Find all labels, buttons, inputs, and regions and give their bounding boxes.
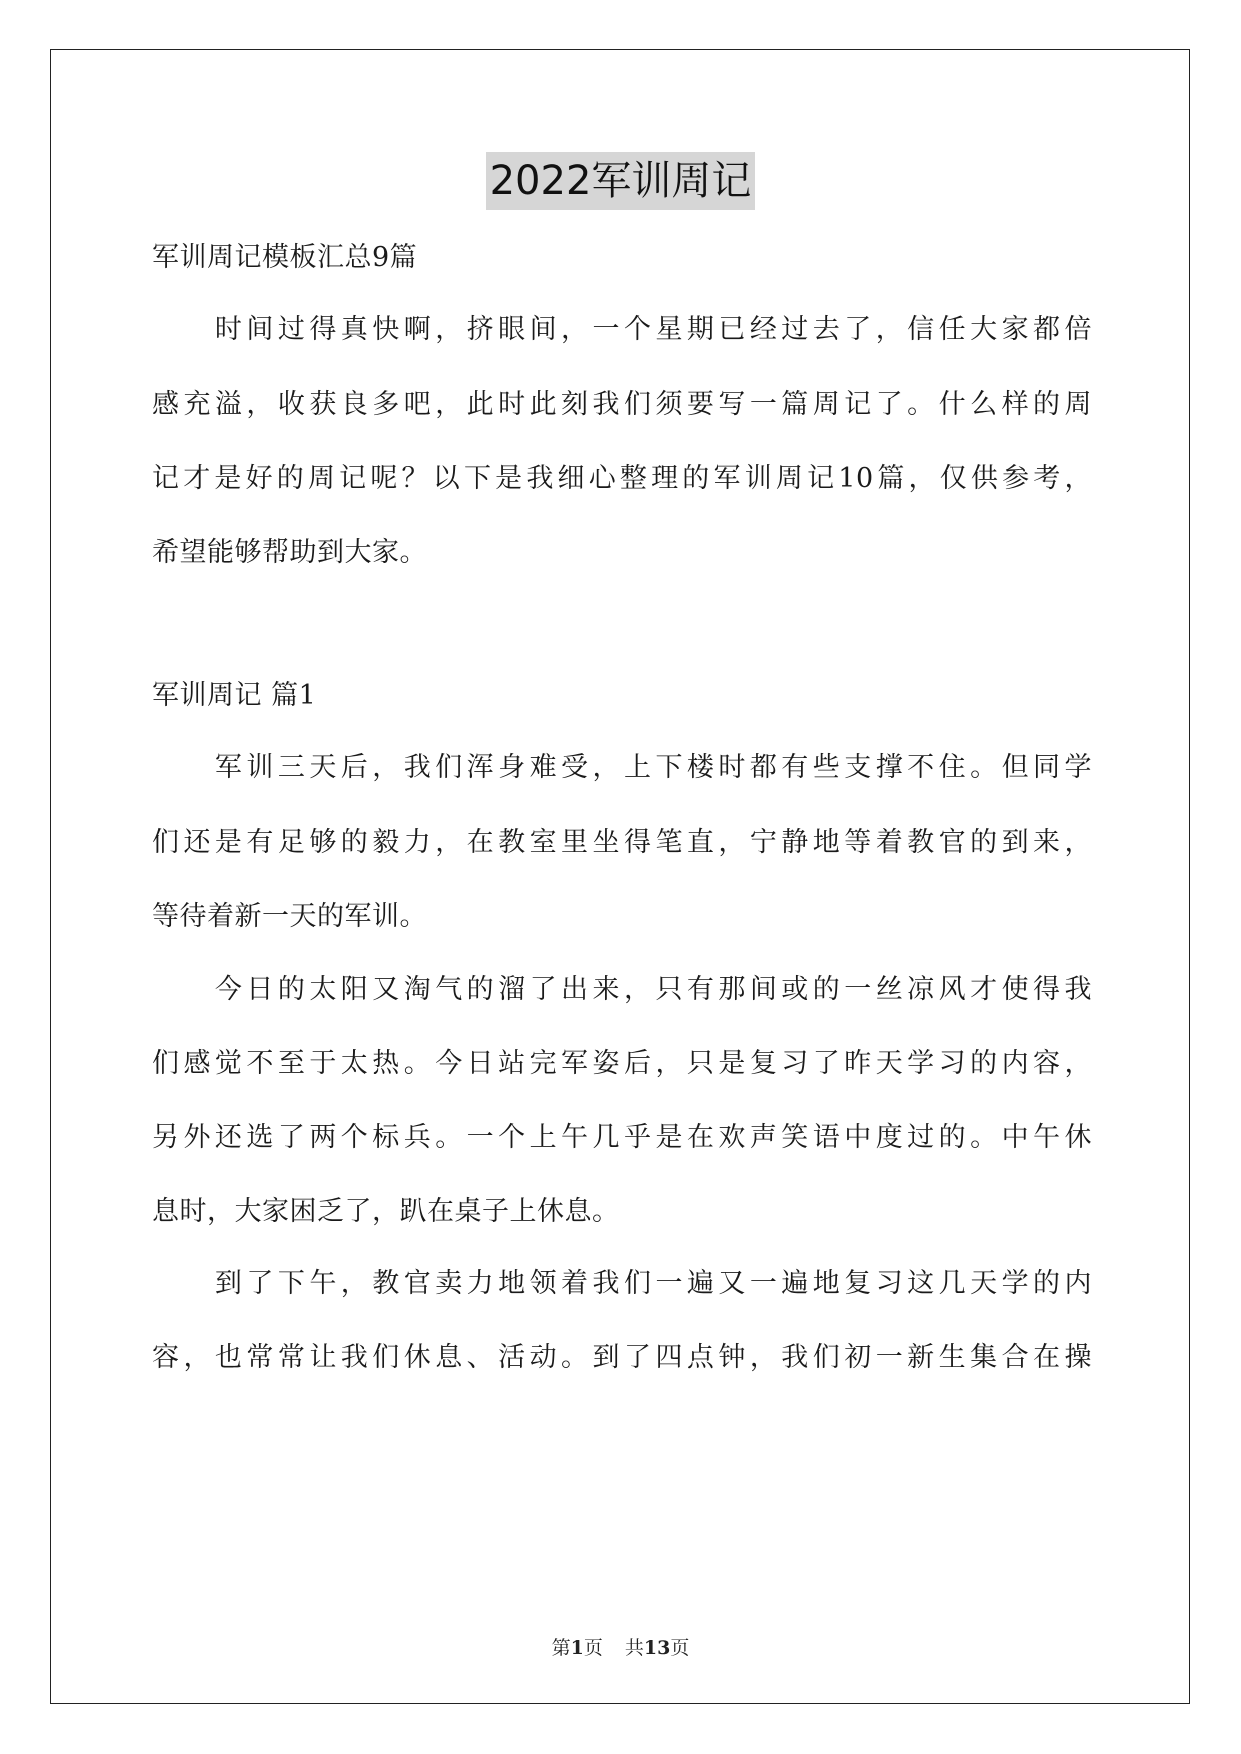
body-line-6: 另外还选了两个标兵。一个上午几乎是在欢声笑语中度过的。中午休 (152, 1122, 1092, 1153)
intro-line-4: 希望能够帮助到大家。 (152, 537, 427, 568)
title-container (0, 152, 1241, 210)
page-footer (0, 1634, 1241, 1662)
footer-page-suffix: 页 (583, 1637, 603, 1659)
body-line-9: 容，也常常让我们休息、活动。到了四点钟，我们初一新生集合在操 (152, 1342, 1092, 1373)
body-line-5: 们感觉不至于太热。今日站完军姿后，只是复习了昨天学习的内容， (152, 1048, 1092, 1079)
footer-page-current: 1 (570, 1637, 584, 1659)
intro-line-3: 记才是好的周记呢？以下是我细心整理的军训周记10篇，仅供参考， (152, 463, 1092, 494)
body-line-1: 军训三天后，我们浑身难受，上下楼时都有些支撑不住。但同学 (152, 752, 1092, 783)
body-line-3: 等待着新一天的军训。 (152, 901, 427, 932)
footer-page-prefix: 第 (551, 1637, 571, 1659)
body-line-7: 息时，大家困乏了，趴在桌子上休息。 (152, 1196, 620, 1227)
section-heading: 军训周记 篇1 (152, 680, 317, 711)
document-title: 2022军训周记 (486, 152, 756, 210)
footer-total-prefix: 共 (624, 1637, 644, 1659)
document-subtitle: 军训周记模板汇总9篇 (152, 242, 418, 273)
page-border (50, 49, 1190, 1704)
body-line-2: 们还是有足够的毅力，在教室里坐得笔直，宁静地等着教官的到来， (152, 827, 1092, 858)
body-line-8: 到了下午，教官卖力地领着我们一遍又一遍地复习这几天学的内 (152, 1268, 1092, 1299)
footer-total-suffix: 页 (670, 1637, 690, 1659)
intro-line-2: 感充溢，收获良多吧，此时此刻我们须要写一篇周记了。什么样的周 (152, 389, 1092, 420)
intro-line-1: 时间过得真快啊，挤眼间，一个星期已经过去了，信任大家都倍 (152, 314, 1092, 345)
footer-page-total: 13 (643, 1637, 671, 1659)
body-line-4: 今日的太阳又淘气的溜了出来，只有那间或的一丝凉风才使得我 (152, 974, 1092, 1005)
